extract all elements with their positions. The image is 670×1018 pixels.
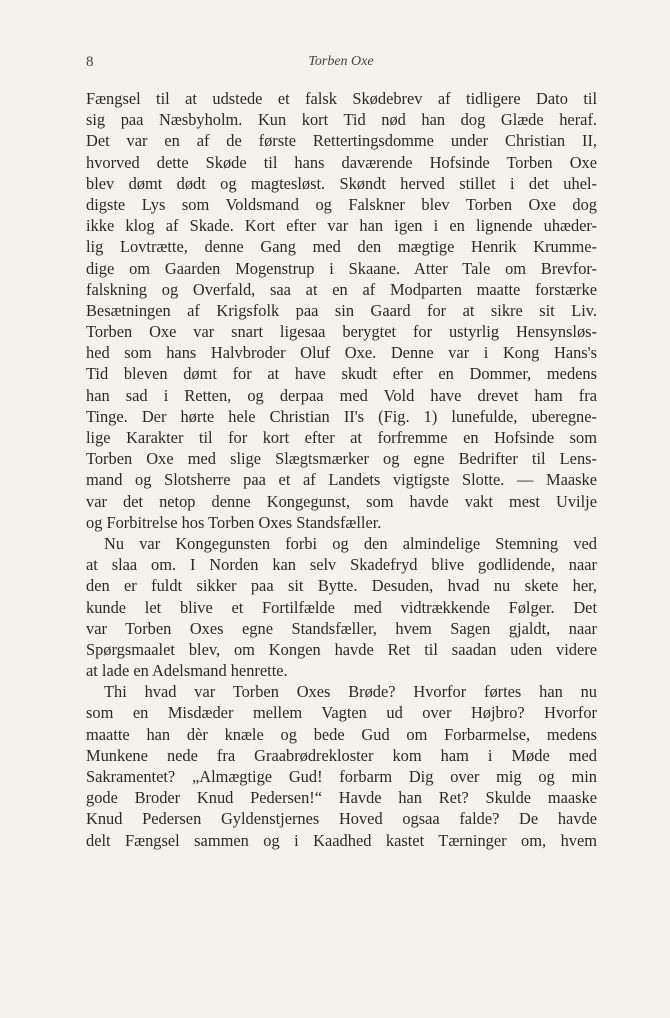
text-line: Torben Oxe med slige Slægtsmærker og egne Bedrifter til Lens- — [86, 449, 597, 469]
text-line: lig Lovtrætte, denne Gang med den mægtige Henrik Krumme- — [86, 237, 597, 257]
text-line: Thi hvad var Torben Oxes Brøde? Hvorfor førtes han nu — [104, 682, 597, 702]
text-line: som en Misdæder mellem Vagten ud over Højbro? Hvorfor — [86, 703, 597, 723]
body-text — [86, 88, 597, 851]
text-line: Tid bleven dømt for at have skudt efter en Dommer, medens — [86, 364, 597, 384]
text-line: og Forbitrelse hos Torben Oxes Standsfæller. — [86, 512, 382, 532]
text-line: var det netop denne Kongegunst, som havde vakt mest Uvilje — [86, 491, 597, 511]
text-line: Tinge. Der hørte hele Christian II's (Fig. 1) lunefulde, uberegne- — [86, 406, 597, 426]
text-line: dige om Gaarden Mogenstrup i Skaane. Atter Tale om Brevfor- — [86, 258, 597, 278]
text-line: gode Broder Knud Pedersen!“ Havde han Ret? Skulde maaske — [86, 788, 597, 808]
text-line: mand og Slotsherre paa et af Landets vigtigste Slotte. — Maaske — [86, 470, 597, 490]
page-header — [86, 54, 596, 74]
text-line: maatte han dèr knæle og bede Gud om Forbarmelse, medens — [86, 724, 597, 744]
text-line: den er fuldt sikker paa sit Bytte. Desuden, hvad nu skete her, — [86, 576, 597, 596]
text-line: at lade en Adelsmand henrette. — [86, 661, 288, 681]
text-line: at slaa om. I Norden kan selv Skadefryd blive godlidende, naar — [86, 555, 597, 575]
text-line: lige Karakter til for kort efter at forfremme en Hofsinde som — [86, 428, 597, 447]
text-line: Torben Oxe var snart ligesaa berygtet for ustyrlig Hensynsløs- — [86, 322, 597, 342]
text-line: blev dømt dødt og magtesløst. Skøndt herved stillet i det uhel- — [86, 173, 597, 193]
text-line: falskning og Overfald, saa at en af Modparten maatte forstærke — [86, 279, 597, 299]
text-line: digste Lys som Voldsmand og Falskner blev Torben Oxe dog — [86, 194, 597, 214]
text-line: Munkene nede fra Graabrødrekloster kom ham i Møde med — [86, 745, 597, 765]
text-line: kunde let blive et Fortilfælde med vidtrækkende Følger. Det — [86, 597, 597, 617]
text-line: Sakramentet? „Almægtige Gud! forbarm Dig over mig og min — [86, 767, 597, 786]
text-line: var Torben Oxes egne Standsfæller, hvem Sagen gjaldt, naar — [86, 618, 597, 638]
text-line: Det var en af de første Rettertingsdomme under Christian II, — [86, 131, 597, 151]
text-line: han sad i Retten, og derpaa med Vold have drevet ham fra — [86, 385, 597, 405]
text-line: Knud Pedersen Gyldenstjernes Hoved ogsaa falde? De havde — [86, 809, 597, 829]
text-line: Nu var Kongegunsten forbi og den almindelige Stemning ved — [104, 533, 597, 553]
text-line: delt Fængsel sammen og i Kaadhed kastet Tærninger om, hvem — [86, 830, 597, 850]
text-line: Spørgsmaalet blev, om Kongen havde Ret til saadan uden videre — [86, 639, 597, 659]
text-line: hed som hans Halvbroder Oluf Oxe. Denne var i Kong Hans's — [86, 343, 597, 363]
text-line: Besætningen af Krigsfolk paa sin Gaard for at sikre sit Liv. — [86, 300, 597, 320]
text-line: sig paa Næsbyholm. Kun kort Tid nød han dog Glæde heraf. — [86, 110, 597, 130]
running-title: Torben Oxe — [308, 54, 374, 69]
page-number: 8 — [86, 54, 94, 70]
text-line: Fængsel til at udstede et falsk Skødebrev af tidligere Dato til — [86, 89, 597, 108]
text-line: hvorved dette Skøde til hans daværende Hofsinde Torben Oxe — [86, 152, 597, 172]
text-line: ikke klog af Skade. Kort efter var han igen i en lignende uhæder- — [86, 216, 597, 236]
